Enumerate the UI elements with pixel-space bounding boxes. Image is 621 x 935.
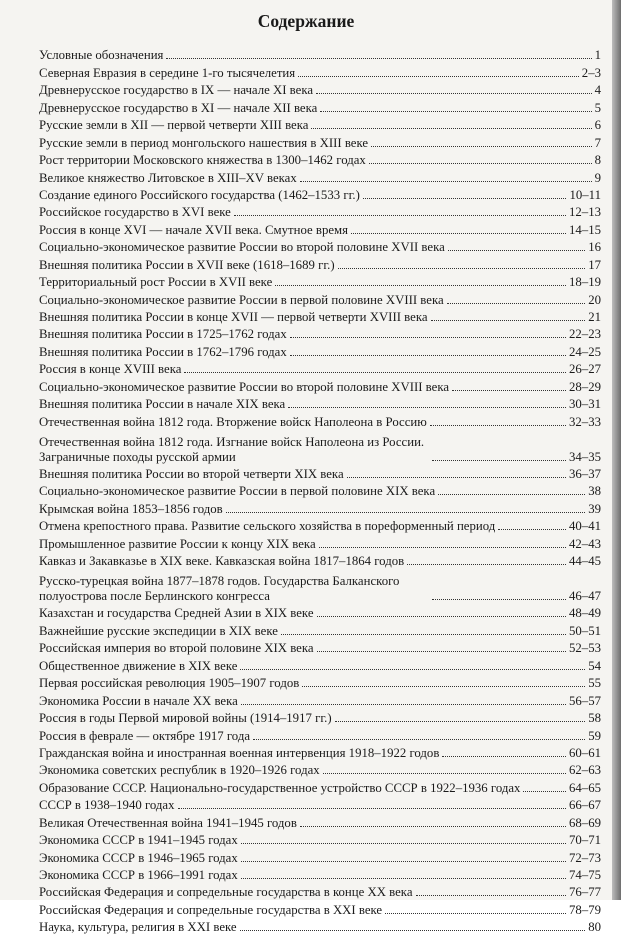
toc-entry-page: 14–15 [569, 222, 601, 237]
toc-entry[interactable] [39, 168, 601, 185]
dot-leader [290, 337, 566, 338]
dot-leader [253, 739, 585, 740]
toc-entry-title: Северная Евразия в середине 1-го тысячелетия [39, 65, 296, 80]
toc-entry[interactable] [39, 900, 601, 917]
toc-entry-page: 30–31 [569, 397, 601, 412]
toc-entry[interactable] [39, 220, 601, 237]
toc-entry-title: Великое княжество Литовское в XIII–XV веках [39, 170, 297, 185]
toc-entry[interactable] [39, 517, 601, 534]
dot-leader [300, 826, 566, 827]
toc-entry-title: Россия в конце XVI — начале XVII века. Смутное время [39, 222, 349, 237]
toc-entry[interactable] [39, 813, 601, 830]
toc-entry-title: Условные обозначения [39, 48, 164, 63]
toc-entry-page: 5 [594, 100, 601, 115]
dot-leader [241, 861, 566, 862]
dot-leader [178, 808, 567, 809]
dot-leader [226, 512, 585, 513]
toc-entry-title: Россия в годы Первой мировой войны (1914–1917 гг.) [39, 711, 332, 726]
dot-leader [447, 303, 586, 304]
dot-leader [240, 930, 586, 931]
toc-entry[interactable] [39, 273, 601, 290]
toc-entry-page: 36–37 [569, 466, 601, 481]
dot-leader [431, 320, 586, 321]
dot-leader [302, 686, 585, 687]
toc-entry-page: 39 [588, 501, 601, 516]
dot-leader [240, 669, 585, 670]
toc-entry-title: СССР в 1938–1940 годах [39, 798, 175, 813]
toc-entry-title: Казахстан и государства Средней Азии в XIX веке [39, 606, 314, 621]
toc-entry-page: 34–35 [569, 449, 601, 464]
toc-entry-page: 80 [588, 920, 601, 935]
toc-entry-page: 46–47 [569, 589, 601, 604]
dot-leader [452, 390, 566, 391]
dot-leader [385, 913, 566, 914]
toc-entry-title: Промышленное развитие России к концу XIX века [39, 536, 316, 551]
toc-entry-page: 12–13 [569, 205, 601, 220]
toc-entry-page: 55 [588, 676, 601, 691]
toc-entry-title: Российская Федерация и сопредельные государства в XXI веке [39, 902, 383, 917]
toc-entry-page: 9 [594, 170, 601, 185]
toc-entry-title: Отечественная война 1812 года. Изгнание войск Наполеона из России. Заграничные походы русской армии [39, 434, 425, 464]
dot-leader [442, 756, 566, 757]
toc-entry-title: Внешняя политика России во второй четверти XIX века [39, 466, 344, 481]
dot-leader [320, 111, 591, 112]
dot-leader [523, 791, 566, 792]
dot-leader [298, 76, 579, 77]
dot-leader [290, 355, 566, 356]
toc-entry-page: 24–25 [569, 344, 601, 359]
toc-entry-title: Отмена крепостного права. Развитие сельского хозяйства в пореформенный период [39, 519, 496, 534]
toc-entry[interactable] [39, 761, 601, 778]
toc-entry[interactable] [39, 691, 601, 708]
dot-leader [407, 564, 566, 565]
toc-entry-title: Русско-турецкая война 1877–1878 годов. Государства Балканского полуострова после Берлинского конгресса [39, 574, 400, 604]
toc-entry-page: 60–61 [569, 745, 601, 760]
toc-entry-title: Социально-экономическое развитие России в первой половине XIX века [39, 484, 436, 499]
dot-leader [184, 372, 566, 373]
toc-entry-title: Экономика советских республик в 1920–1926 годах [39, 763, 320, 778]
toc-entry-title: Российское государство в XVI веке [39, 205, 231, 220]
dot-leader [300, 181, 592, 182]
dot-leader [323, 773, 566, 774]
toc-entry-title: Россия в конце XVIII века [39, 362, 182, 377]
toc-entry[interactable] [39, 534, 601, 551]
toc-entry[interactable] [39, 342, 601, 359]
toc-entry[interactable] [39, 709, 601, 726]
toc-entry-title: Экономика СССР в 1966–1991 годах [39, 868, 238, 883]
toc-entry-page: 21 [588, 310, 601, 324]
toc-entry-page: 16 [588, 240, 601, 255]
dot-leader [498, 529, 566, 530]
toc-entry-page: 52–53 [569, 641, 601, 656]
dot-leader [166, 58, 591, 59]
toc-entry-page: 6 [594, 118, 601, 133]
toc-entry-title: Россия в феврале — октябре 1917 года [39, 728, 251, 743]
toc-entry[interactable] [39, 883, 601, 900]
toc-entry-title: Наука, культура, религия в XXI веке [39, 920, 237, 935]
toc-entry-page: 26–27 [569, 362, 601, 377]
dot-leader [241, 878, 566, 879]
toc-entry-title: Социально-экономическое развитие России во второй половине XVII века [39, 240, 445, 255]
toc-entry[interactable] [39, 621, 601, 638]
toc-entry-page: 22–23 [569, 327, 601, 342]
toc-entry-page: 40–41 [569, 519, 601, 534]
toc-entry[interactable] [39, 203, 601, 220]
toc-entry-title: Образование СССР. Национально-государственное устройство СССР в 1922–1936 годах [39, 780, 521, 795]
toc-entry-page: 4 [594, 83, 601, 98]
toc-entry[interactable] [39, 412, 601, 429]
toc-entry-page: 44–45 [569, 554, 601, 569]
toc-entry[interactable] [39, 918, 601, 935]
toc-entry-title: Внешняя политика России в XVII веке (1618–1689 гг.) [39, 257, 335, 272]
toc-entry-page: 56–57 [569, 693, 601, 708]
toc-entry-page: 62–63 [569, 763, 601, 778]
toc-entry-title: Социально-экономическое развитие России во второй половине XVIII века [39, 379, 450, 394]
toc-entry-title: Кавказ и Закавказье в XIX веке. Кавказская война 1817–1864 годов [39, 554, 405, 569]
toc-entry-title: Внешняя политика России в начале XIX века [39, 397, 286, 412]
toc-entry-page: 54 [588, 658, 601, 673]
dot-leader [432, 460, 566, 461]
toc-entry-page: 32–33 [569, 414, 601, 429]
toc-entry-title: Внешняя политика России в конце XVII — первой четверти XVIII века [39, 310, 428, 324]
toc-entry[interactable] [39, 569, 601, 604]
toc-entry[interactable] [39, 116, 601, 133]
toc-entry-title: Древнерусское государство в IX — начале XI века [39, 83, 314, 98]
toc-entry-title: Экономика СССР в 1946–1965 годах [39, 850, 238, 865]
toc-entry-page: 1 [594, 48, 601, 63]
page-title: Содержание [257, 11, 355, 31]
toc-entry-title: Рост территории Московского княжества в 1300–1462 годах [39, 153, 366, 168]
toc-entry-page: 10–11 [569, 187, 601, 202]
toc-entry-title: Российская Федерация и сопредельные государства в конце XX века [39, 885, 413, 900]
toc-entry-title: Российская империя во второй половине XIX века [39, 641, 314, 656]
toc-entry-title: Внешняя политика России в 1762–1796 годах [39, 344, 287, 359]
toc-entry[interactable] [39, 796, 601, 813]
dot-leader [363, 198, 567, 199]
dot-leader [438, 494, 585, 495]
dot-leader [347, 477, 566, 478]
dot-leader [311, 128, 591, 129]
dot-leader [241, 704, 566, 705]
toc-entry[interactable] [39, 98, 601, 115]
dot-leader [319, 547, 566, 548]
toc-entry-page: 74–75 [569, 868, 601, 883]
toc-entry-page: 76–77 [569, 885, 601, 900]
toc-entry-title: Экономика России в начале XX века [39, 693, 238, 708]
toc-entry-page: 66–67 [569, 798, 601, 813]
dot-leader [416, 895, 566, 896]
toc-entry-title: Русские земли в XII — первой четверти XIII века [39, 118, 309, 133]
toc-entry-page: 28–29 [569, 379, 601, 394]
toc-entry[interactable] [39, 848, 601, 865]
toc-entry-page: 18–19 [569, 275, 601, 290]
toc-entry-page: 8 [594, 153, 601, 168]
dot-leader [234, 215, 566, 216]
toc-entry-title: Русские земли в период монгольского нашествия в XIII веке [39, 135, 369, 150]
toc-entry[interactable] [39, 255, 601, 272]
toc-entry-page: 72–73 [569, 850, 601, 865]
toc-entry[interactable] [39, 866, 601, 883]
toc-entry[interactable] [39, 360, 601, 377]
toc-entry-title: Общественное движение в XIX веке [39, 658, 238, 673]
toc-entry-page: 2–3 [581, 65, 601, 80]
dot-leader [335, 721, 586, 722]
toc-entry[interactable] [39, 325, 601, 342]
toc-entry-page: 68–69 [569, 815, 601, 830]
dot-leader [351, 233, 566, 234]
toc-entry-title: Крымская война 1853–1856 годов [39, 501, 223, 516]
toc-entry-page: 70–71 [569, 833, 601, 848]
toc-entry[interactable] [39, 290, 601, 307]
toc-entry[interactable] [39, 238, 601, 255]
toc-entry[interactable] [39, 552, 601, 569]
toc-entry-title: Великая Отечественная война 1941–1945 годов [39, 815, 297, 830]
dot-leader [281, 634, 566, 635]
toc-entry-page: 59 [588, 728, 601, 743]
toc-entry-title: Создание единого Российского государства (1462–1533 гг.) [39, 187, 360, 202]
toc-entry[interactable] [39, 186, 601, 203]
toc-entry-page: 17 [588, 257, 601, 272]
toc-entry[interactable] [39, 674, 601, 691]
toc-entry[interactable] [39, 726, 601, 743]
toc-entry-title: Внешняя политика России в 1725–1762 годах [39, 327, 287, 342]
toc-entry-page: 48–49 [569, 606, 601, 621]
dot-leader [448, 250, 585, 251]
toc-entry-title: Первая российская революция 1905–1907 годов [39, 676, 300, 691]
toc-entry-title: Экономика СССР в 1941–1945 годах [39, 833, 238, 848]
toc-entry-page: 38 [588, 484, 601, 499]
toc-entry-title: Важнейшие русские экспедиции в XIX веке [39, 623, 278, 638]
toc-entry[interactable] [39, 308, 601, 325]
toc-entry-page: 7 [594, 135, 601, 150]
toc-entry[interactable] [39, 46, 601, 63]
toc-entry[interactable] [39, 151, 601, 168]
toc-entry[interactable] [39, 604, 601, 621]
toc-entry-page: 58 [588, 711, 601, 726]
dot-leader [430, 425, 566, 426]
toc-entry[interactable] [39, 639, 601, 656]
dot-leader [432, 599, 566, 600]
toc-entry[interactable] [39, 81, 601, 98]
dot-leader [288, 407, 566, 408]
toc-entry-page: 64–65 [569, 780, 601, 795]
dot-leader [371, 146, 592, 147]
toc-entry[interactable] [39, 63, 601, 80]
toc-entry[interactable] [39, 656, 601, 673]
dot-leader [317, 616, 566, 617]
toc-entry-title: Территориальный рост России в XVII веке [39, 275, 273, 290]
toc-entry-title: Социально-экономическое развитие России в первой половине XVIII века [39, 292, 444, 307]
toc-entry[interactable] [39, 377, 601, 394]
table-of-contents [39, 46, 601, 935]
dot-leader [241, 843, 566, 844]
toc-entry[interactable] [39, 778, 601, 795]
dot-leader [338, 268, 586, 269]
toc-entry-title: Гражданская война и иностранная военная интервенция 1918–1922 годов [39, 745, 440, 760]
toc-entry[interactable] [39, 430, 601, 465]
toc-entry[interactable] [39, 465, 601, 482]
toc-entry[interactable] [39, 395, 601, 412]
toc-entry-title: Отечественная война 1812 года. Вторжение войск Наполеона в Россию [39, 414, 427, 429]
dot-leader [316, 93, 592, 94]
dot-leader [369, 163, 592, 164]
dot-leader [317, 651, 566, 652]
toc-entry-page: 42–43 [569, 536, 601, 551]
page-edge [612, 0, 621, 900]
toc-entry-title: Древнерусское государство в XI — начале XII века [39, 100, 318, 115]
dot-leader [275, 285, 566, 286]
toc-entry[interactable] [39, 499, 601, 516]
toc-entry[interactable] [39, 133, 601, 150]
toc-entry[interactable] [39, 744, 601, 761]
toc-entry[interactable] [39, 831, 601, 848]
toc-entry[interactable] [39, 482, 601, 499]
toc-entry-page: 20 [588, 292, 601, 307]
toc-entry-page: 50–51 [569, 623, 601, 638]
toc-entry-page: 78–79 [569, 902, 601, 917]
